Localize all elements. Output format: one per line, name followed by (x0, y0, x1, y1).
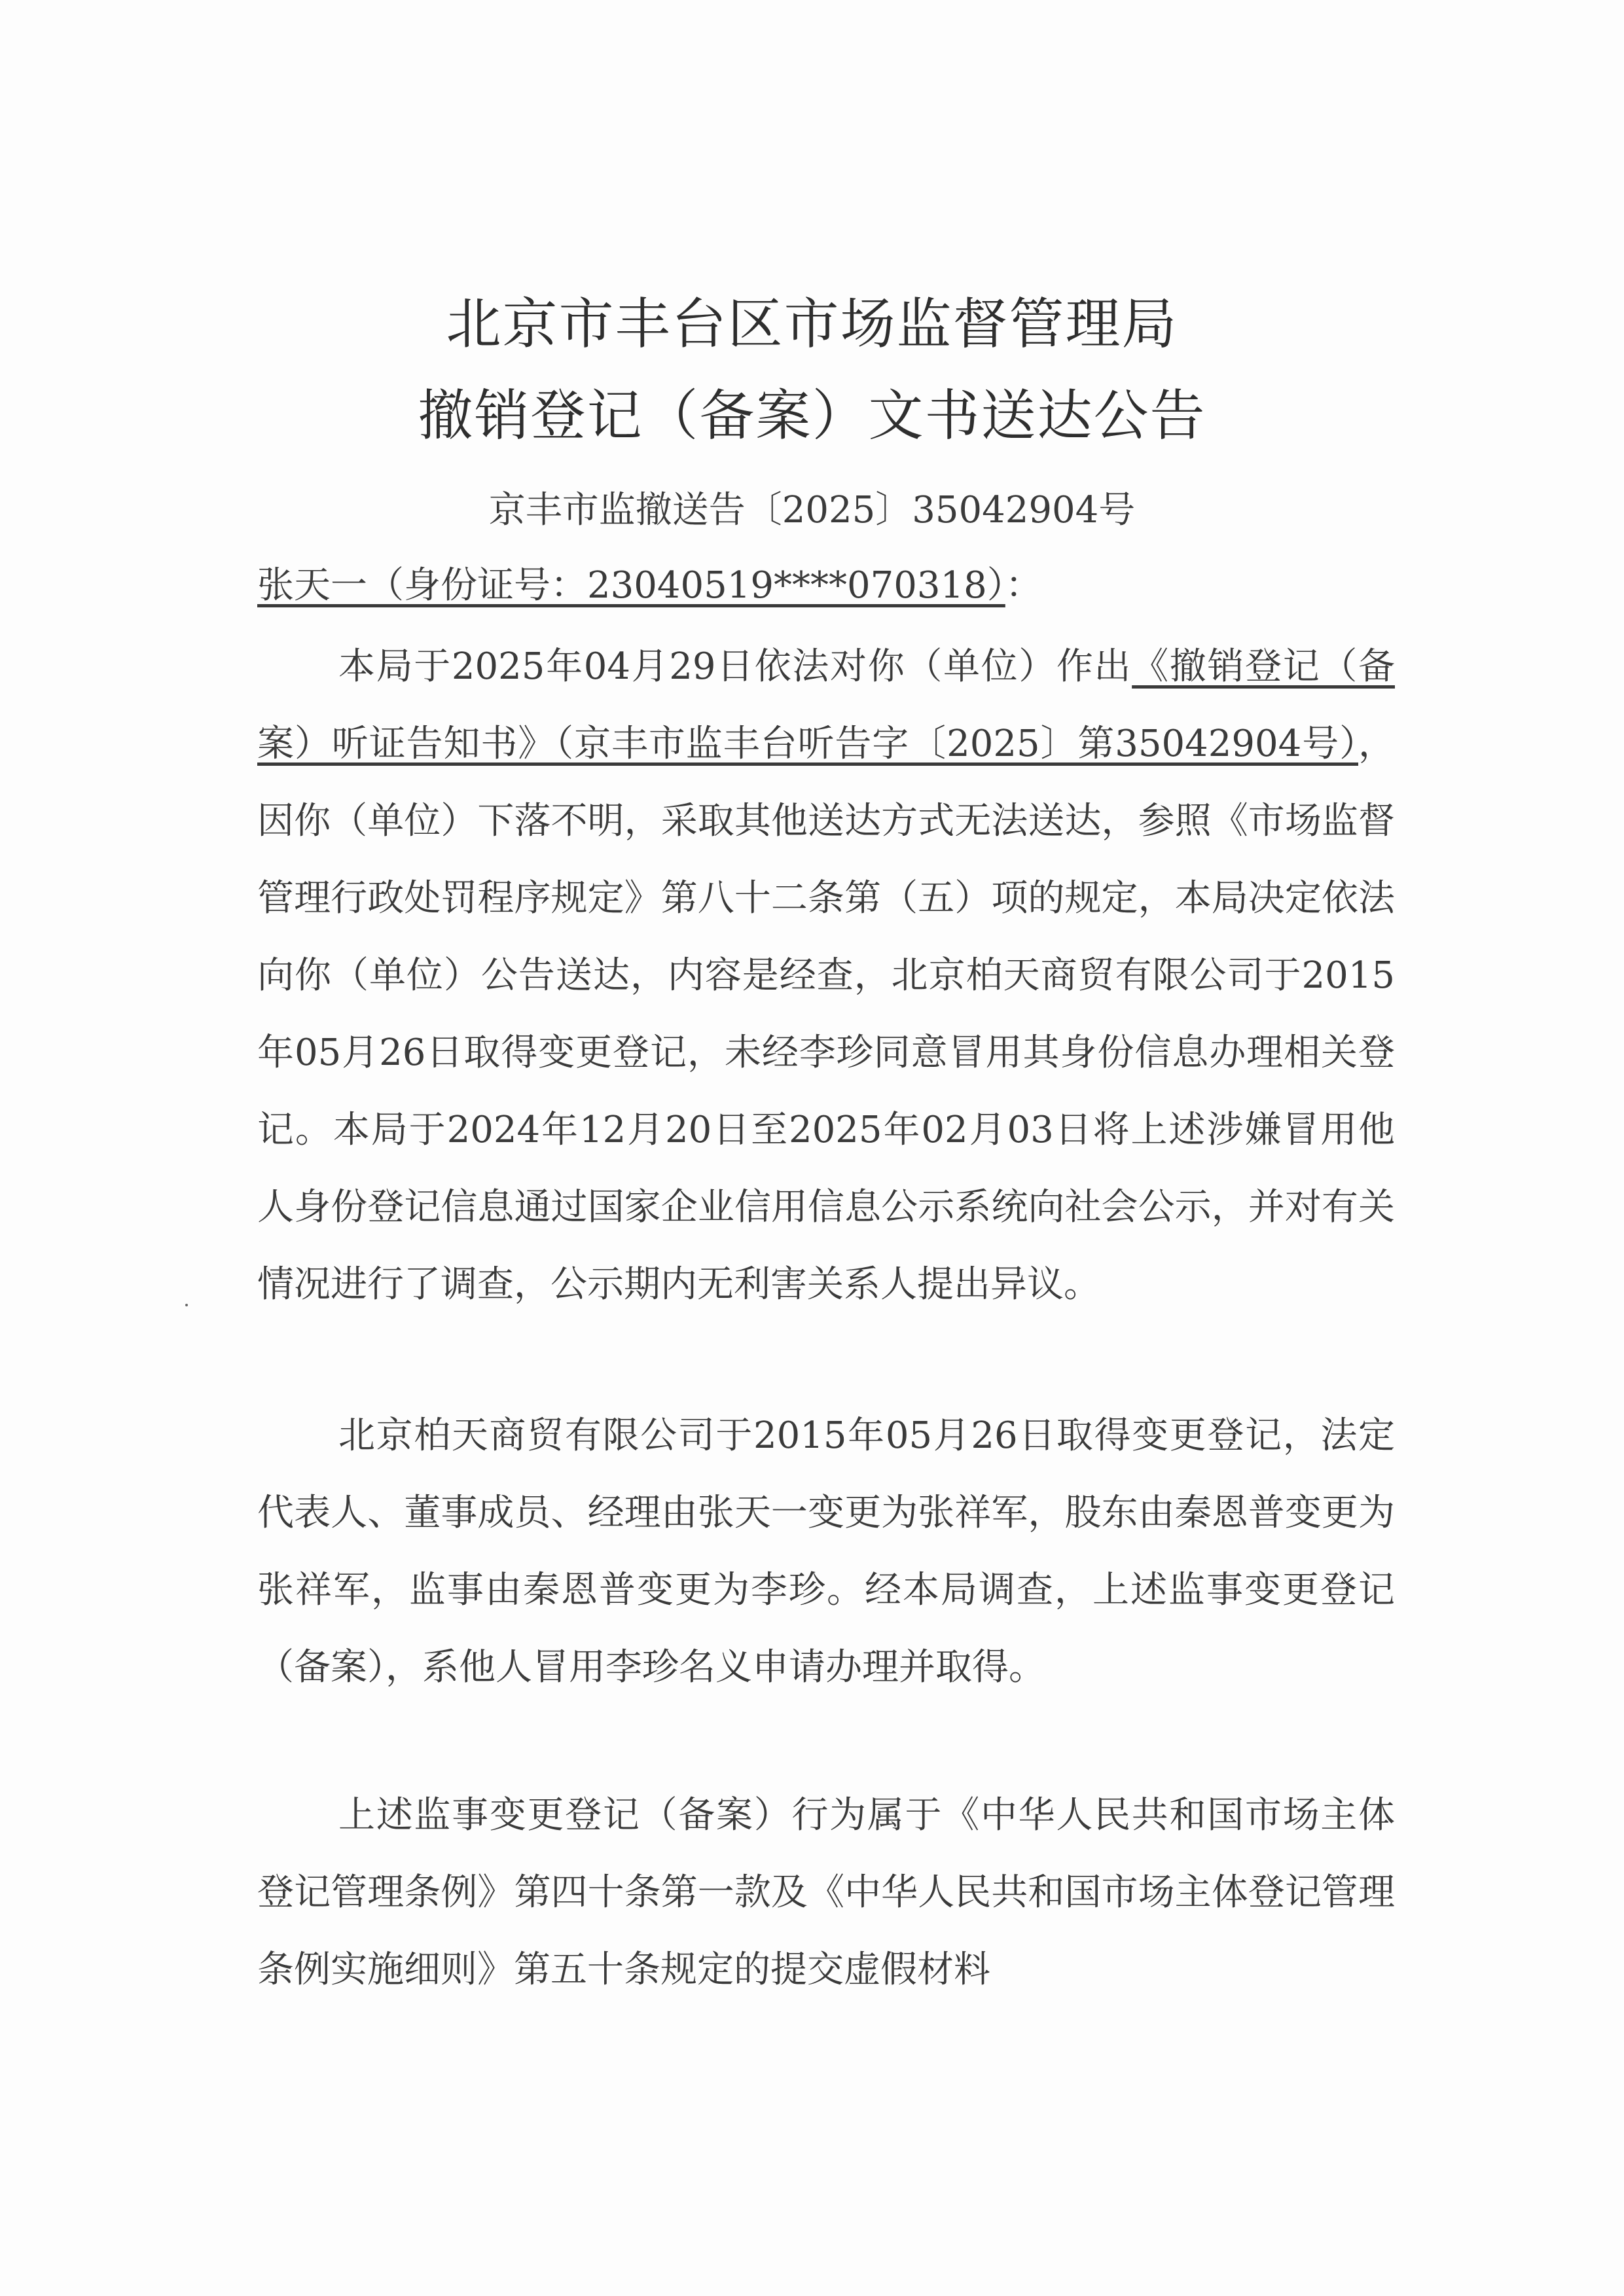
paragraph-1-lead: 本局于2025年04月29日依法对你（单位）作出 (338, 645, 1132, 688)
paragraph-1-notice-reference: 《撤销登记（备案）听证告知书》（京丰市监丰台听告字〔2025〕第35042904号） (257, 645, 1396, 765)
paragraph-2: 北京柏天商贸有限公司于2015年05月26日取得变更登记，法定代表人、董事成员、经理由张天一变更为张祥军，股东由秦恩普变更为张祥军，监事由秦恩普变更为李珍。经本局调查，上述监事变更登记（备案），系他人冒用李珍名义申请办理并取得。 (257, 1414, 1395, 1689)
addressee (257, 560, 1042, 612)
title-line-2: 撤销登记（备案）文书送达公告 (418, 384, 1206, 448)
addressee-name-id: 张天一（身份证号：23040519****070318） (257, 564, 1005, 607)
title-line-1: 北京市丰台区市场监督管理局 (446, 292, 1178, 356)
document-number: 京丰市监撤送告〔2025〕35042904号 (488, 489, 1136, 531)
paragraph-1 (257, 628, 1395, 1323)
paragraph-1-rest: ，因你（单位）下落不明，采取其他送达方式无法送达，参照《市场监督管理行政处罚程序规定》第八十二条第（五）项的规定，本局决定依法向你（单位）公告送达，内容是经查，北京柏天商贸有限公司于2015年05月26日取得变更登记，未经李珍同意冒用其身份信息办理相关登记。本局于2024年12月20日至2025年02月03日将上述涉嫌冒用他人身份登记信息通过国家企业信用信息公示系统向社会公示，并对有关情况进行了调查，公示期内无利害关系人提出异议。 (257, 723, 1395, 1306)
paragraph-3: 上述监事变更登记（备案）行为属于《中华人民共和国市场主体登记管理条例》第四十条第一款及《中华人民共和国市场主体登记管理条例实施细则》第五十条规定的提交虚假材料 (257, 1794, 1395, 1991)
addressee-colon: ： (1005, 564, 1042, 607)
scan-speck (185, 1304, 188, 1306)
